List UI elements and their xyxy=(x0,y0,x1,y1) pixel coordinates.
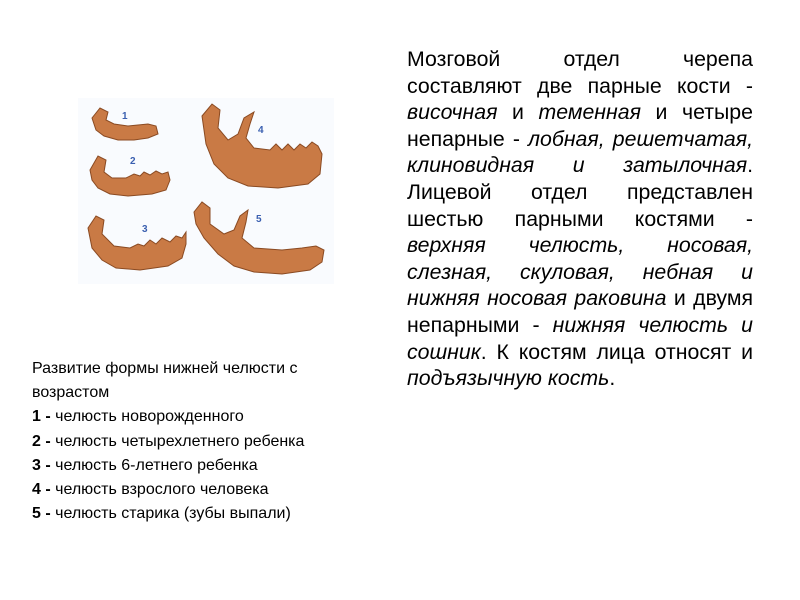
caption-item-text: челюсть взрослого человека xyxy=(55,481,269,499)
caption-item xyxy=(32,430,387,454)
figure-caption xyxy=(32,357,387,526)
caption-item-separator: - xyxy=(40,408,56,426)
caption-item-text: челюсть новорожденного xyxy=(55,408,244,426)
paragraph-text: . К костям лица относят и xyxy=(480,339,753,364)
jaw-label-4: 4 xyxy=(258,125,264,136)
paragraph-term: подъязычную кость xyxy=(407,366,610,391)
caption-item-number: 1 xyxy=(32,408,41,426)
caption-item-separator: - xyxy=(40,481,56,499)
paragraph-term: лобная, решетчатая, клиновидная и затылочная xyxy=(407,126,753,178)
caption-item-number: 3 xyxy=(32,456,41,474)
jaw-label-3: 3 xyxy=(142,224,148,235)
paragraph-term: теменная xyxy=(538,100,641,125)
paragraph-text: и xyxy=(497,100,539,125)
jaw-development-illustration xyxy=(78,98,334,284)
caption-item xyxy=(32,502,387,526)
caption-item-text: челюсть старика (зубы выпали) xyxy=(55,505,291,523)
paragraph-term: верхняя челюсть, носовая, слезная, скуловая, небная и нижняя носовая раковина xyxy=(407,233,753,311)
paragraph-term: височная xyxy=(407,100,498,125)
caption-title-line-1: Развитие формы нижней челюсти с xyxy=(32,360,298,377)
paragraph-text: . Лицевой отдел представлен шестью парными костями - xyxy=(407,153,753,231)
skull-bones-paragraph xyxy=(407,46,753,392)
caption-item-text: челюсть 6-летнего ребенка xyxy=(55,456,258,474)
caption-item-number: 5 xyxy=(32,505,41,523)
paragraph-term: нижняя челюсть и сошник xyxy=(407,312,753,364)
paragraph-text: и двумя непарными - xyxy=(407,286,753,337)
paragraph-text: . xyxy=(609,366,616,391)
caption-item-separator: - xyxy=(40,456,56,474)
caption-item-separator: - xyxy=(40,505,56,523)
caption-item xyxy=(32,478,387,502)
caption-item xyxy=(32,454,387,478)
caption-title-line-2: возрастом xyxy=(32,384,110,402)
caption-item-number: 4 xyxy=(32,481,41,499)
paragraph-text: и четыре непарные - xyxy=(407,100,753,151)
jaw-label-2: 2 xyxy=(130,156,136,167)
jaw-label-1: 1 xyxy=(122,111,128,122)
caption-item-text: челюсть четырехлетнего ребенка xyxy=(55,432,305,450)
caption-item-separator: - xyxy=(40,432,56,450)
caption-item xyxy=(32,405,387,429)
caption-item-number: 2 xyxy=(32,432,41,450)
jaw-label-5: 5 xyxy=(256,214,262,225)
paragraph-text: Мозговой отдел черепа составляют две парные кости - xyxy=(407,47,753,98)
